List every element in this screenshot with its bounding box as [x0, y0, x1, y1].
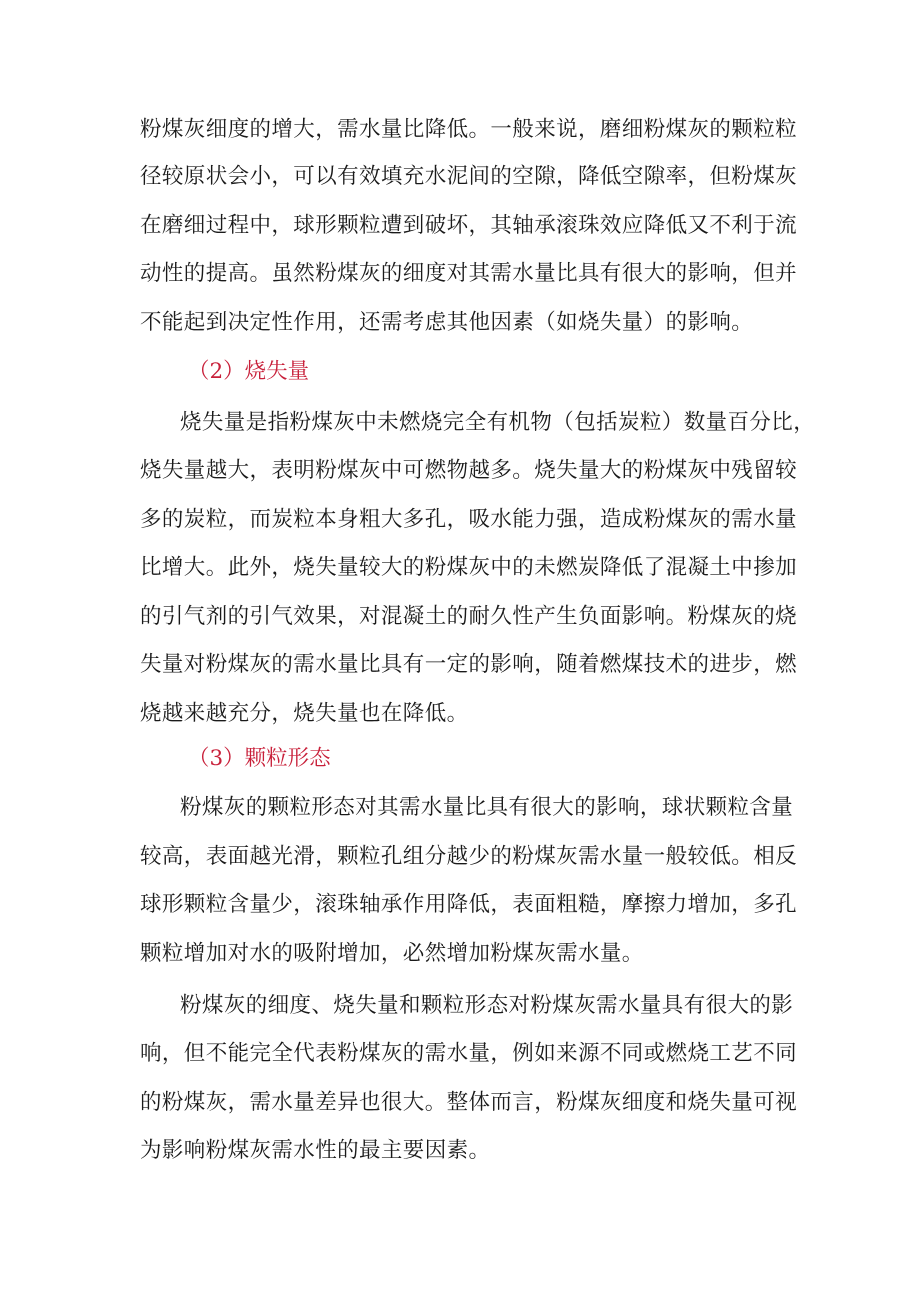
text-line: 粉煤灰的颗粒形态对其需水量比具有很大的影响，球状颗粒含量	[180, 795, 794, 820]
text-line: 球形颗粒含量少，滚珠轴承作用降低，表面粗糙，摩擦力增加，多孔	[140, 892, 798, 917]
text-line: 失量对粉煤灰的需水量比具有一定的影响，随着燃煤技术的进步，燃	[140, 652, 798, 677]
text-line: 径较原状会小，可以有效填充水泥间的空隙，降低空隙率，但粉煤灰	[140, 164, 798, 189]
text-line: 不能起到决定性作用，还需考虑其他因素（如烧失量）的影响。	[140, 310, 754, 335]
text-line: 烧失量越大，表明粉煤灰中可燃物越多。烧失量大的粉煤灰中残留较	[140, 458, 798, 483]
text-line: 粉煤灰细度的增大，需水量比降低。一般来说，磨细粉煤灰的颗粒粒	[140, 117, 798, 142]
text-line: 的引气剂的引气效果，对混凝土的耐久性产生负面影响。粉煤灰的烧	[140, 604, 798, 629]
text-line: 颗粒增加对水的吸附增加，必然增加粉煤灰需水量。	[140, 941, 644, 966]
text-line: 的粉煤灰，需水量差异也很大。整体而言，粉煤灰细度和烧失量可视	[140, 1090, 798, 1115]
text-line: 比增大。此外，烧失量较大的粉煤灰中的未燃炭降低了混凝土中掺加	[140, 555, 798, 580]
text-line: 较高，表面越光滑，颗粒孔组分越少的粉煤灰需水量一般较低。相反	[140, 844, 798, 869]
text-line: 多的炭粒，而炭粒本身粗大多孔，吸水能力强，造成粉煤灰的需水量	[140, 507, 798, 532]
text-line: 响，但不能完全代表粉煤灰的需水量，例如来源不同或燃烧工艺不同	[140, 1041, 798, 1066]
text-line: 烧失量是指粉煤灰中未燃烧完全有机物（包括炭粒）数量百分比，	[180, 410, 816, 435]
text-line: 在磨细过程中，球形颗粒遭到破坏，其轴承滚珠效应降低又不利于流	[140, 213, 798, 238]
text-line: 粉煤灰的细度、烧失量和颗粒形态对粉煤灰需水量具有很大的影	[180, 993, 794, 1018]
text-line: 为影响粉煤灰需水性的最主要因素。	[140, 1138, 491, 1163]
section-heading-loss-on-ignition: （2）烧失量	[188, 359, 310, 384]
section-heading-particle-shape: （3）颗粒形态	[188, 746, 331, 771]
text-line: 动性的提高。虽然粉煤灰的细度对其需水量比具有很大的影响，但并	[140, 261, 798, 286]
text-line: 烧越来越充分，烧失量也在降低。	[140, 701, 469, 726]
